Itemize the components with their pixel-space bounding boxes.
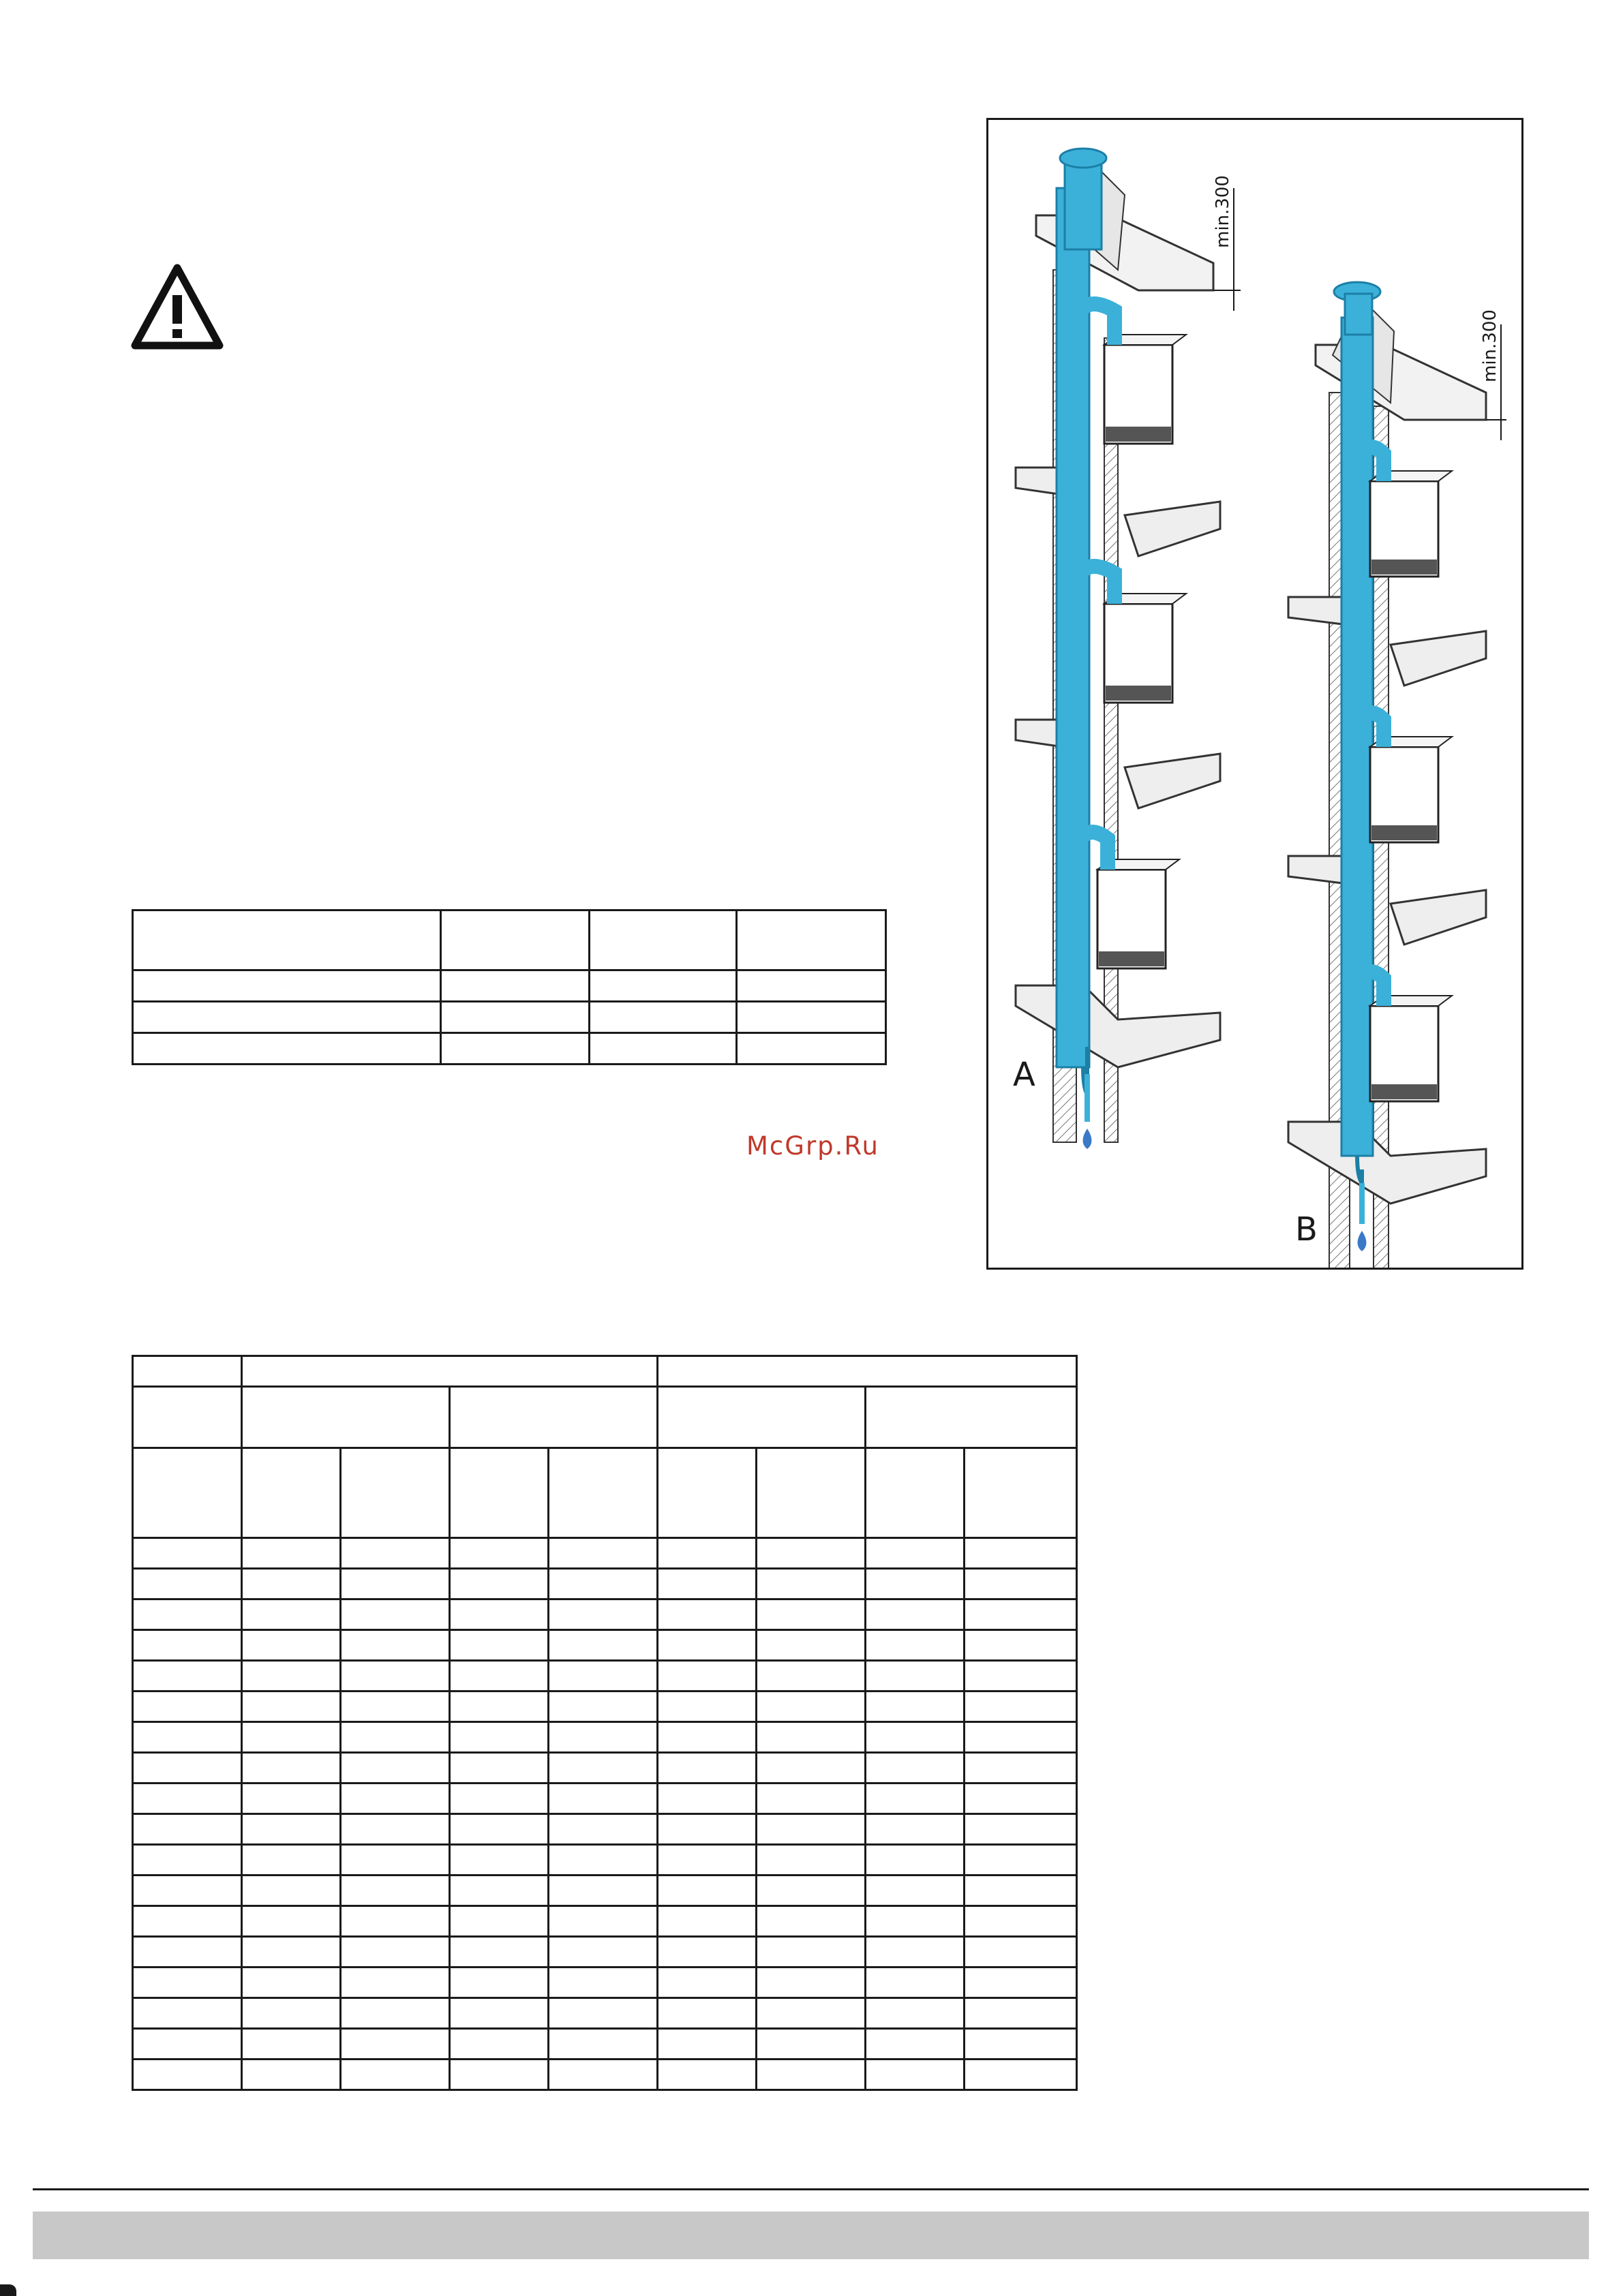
flue-installation-illustration bbox=[988, 120, 1521, 1268]
table-cell bbox=[549, 1448, 658, 1538]
table-cell bbox=[965, 1448, 1077, 1538]
table-subgroup-header bbox=[866, 1387, 1077, 1448]
table-group-header bbox=[242, 1356, 658, 1387]
table-cell bbox=[133, 1448, 242, 1538]
dimension-label-b: min.300 bbox=[1480, 309, 1500, 382]
footer-divider bbox=[33, 2188, 1589, 2190]
small-table bbox=[132, 909, 887, 1065]
table-cell bbox=[441, 970, 590, 1002]
table-cell bbox=[242, 1448, 341, 1538]
table-cell bbox=[133, 970, 441, 1002]
table-row bbox=[133, 1998, 1077, 2029]
table-group-header bbox=[658, 1356, 1077, 1387]
table-cell bbox=[590, 970, 737, 1002]
table-cell bbox=[441, 1033, 590, 1065]
table-cell bbox=[133, 1033, 441, 1065]
table-row bbox=[133, 1753, 1077, 1784]
table-row bbox=[133, 1814, 1077, 1845]
table-row bbox=[133, 1968, 1077, 1998]
table-row bbox=[133, 1630, 1077, 1661]
table-row bbox=[133, 1692, 1077, 1722]
table-cell bbox=[133, 1387, 242, 1448]
footer-bar bbox=[33, 2211, 1589, 2259]
table-row bbox=[133, 2029, 1077, 2060]
table-cell bbox=[133, 1002, 441, 1033]
table-cell bbox=[441, 910, 590, 970]
table-cell bbox=[658, 1448, 757, 1538]
table-cell bbox=[737, 910, 886, 970]
table-row bbox=[133, 1538, 1077, 1569]
table-cell bbox=[441, 1002, 590, 1033]
table-cell bbox=[133, 1356, 242, 1387]
warning-icon bbox=[130, 262, 225, 351]
table-row bbox=[133, 1569, 1077, 1599]
table-cell bbox=[737, 970, 886, 1002]
figure-label-b: B bbox=[1295, 1210, 1318, 1249]
table-row bbox=[133, 1661, 1077, 1692]
table-cell bbox=[866, 1448, 965, 1538]
table-cell bbox=[737, 1002, 886, 1033]
table-cell bbox=[590, 910, 737, 970]
table-cell bbox=[757, 1448, 866, 1538]
figure-frame bbox=[986, 118, 1523, 1270]
table-subgroup-header bbox=[242, 1387, 450, 1448]
installation-variant-b bbox=[1288, 282, 1506, 1268]
table-row bbox=[133, 1937, 1077, 1968]
table-cell bbox=[590, 1033, 737, 1065]
table-cell bbox=[450, 1448, 549, 1538]
table-row bbox=[133, 2060, 1077, 2090]
table-cell bbox=[737, 1033, 886, 1065]
table-subgroup-header bbox=[658, 1387, 866, 1448]
table-cell bbox=[590, 1002, 737, 1033]
figure-label-a: A bbox=[1013, 1056, 1035, 1094]
installation-variant-a bbox=[1016, 149, 1241, 1149]
table-row bbox=[133, 1599, 1077, 1630]
table-row bbox=[133, 1876, 1077, 1906]
table-row bbox=[133, 1845, 1077, 1876]
table-row bbox=[133, 1906, 1077, 1937]
table-row bbox=[133, 1722, 1077, 1753]
dimension-label-a: min.300 bbox=[1213, 175, 1233, 248]
table-cell bbox=[341, 1448, 450, 1538]
watermark-text: McGrp.Ru bbox=[746, 1131, 879, 1161]
large-table bbox=[132, 1355, 1078, 2091]
table-row bbox=[133, 1784, 1077, 1814]
table-cell bbox=[133, 910, 441, 970]
page-corner-mark bbox=[0, 2284, 16, 2296]
table-subgroup-header bbox=[450, 1387, 658, 1448]
